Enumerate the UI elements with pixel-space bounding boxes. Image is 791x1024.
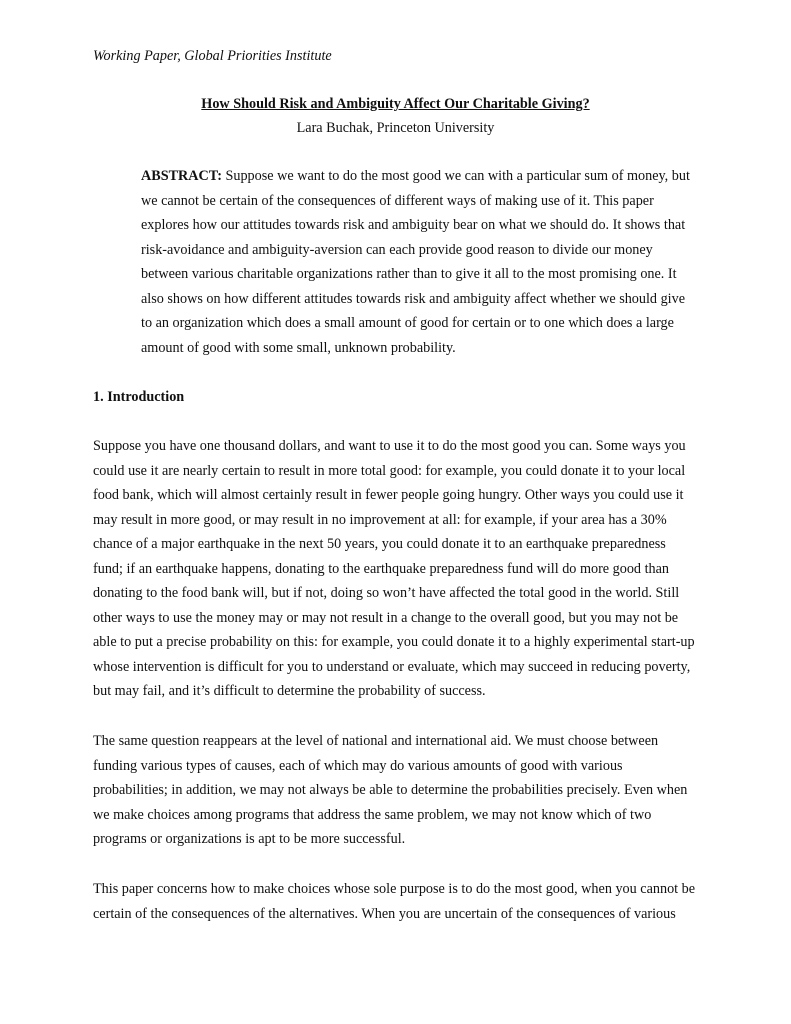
- paragraph-line: food bank, which will almost certainly result in fewer people going hungry. Other ways you could use it: [93, 487, 684, 503]
- paragraph-line: chance of a major earthquake in the next 50 years, you could donate it to an earthquake preparedness: [93, 536, 666, 552]
- running-header: Working Paper, Global Priorities Institute: [93, 48, 332, 64]
- paragraph-line: we make choices among programs that address the same problem, we may not know which of two: [93, 806, 652, 823]
- abstract-line: also shows on how different attitudes towards risk and ambiguity affect whether we should give: [141, 290, 686, 307]
- paragraph-line: donating to the food bank will, but if not, doing so won’t have affected the total good in the world. Still: [93, 585, 680, 601]
- paragraph-line: able to put a precise probability on this: for example, you could donate it to a highly experimental start-up: [93, 634, 695, 650]
- abstract-line: to an organization which does a small amount of good for certain or to one which does a large: [141, 315, 674, 331]
- paragraph-line: may result in more good, or may result in no improvement at all: for example, if your area has a 30%: [93, 511, 667, 528]
- paper-author: Lara Buchak, Princeton University: [296, 120, 495, 136]
- abstract-line: between various charitable organizations rather than to give it all to the most promising one. It: [141, 266, 677, 282]
- paragraph-line: whose intervention is difficult for you to understand or evaluate, which may succeed in reducing poverty,: [93, 658, 691, 675]
- body-paragraph: [93, 434, 713, 704]
- paragraph-line: certain of the consequences of the alternatives. When you are uncertain of the consequences of various: [93, 905, 676, 922]
- body-paragraph: [93, 729, 713, 852]
- abstract-label: ABSTRACT:: [141, 168, 222, 184]
- paragraph-line: Suppose you have one thousand dollars, and want to use it to do the most good you can. Some ways you: [93, 438, 686, 454]
- paragraph-line: The same question reappears at the level of national and international aid. We must choose between: [93, 733, 659, 749]
- paragraph-line: This paper concerns how to make choices whose sole purpose is to do the most good, when you cannot be: [93, 881, 696, 897]
- abstract-line: we cannot be certain of the consequences of different ways of making use of it. This paper: [141, 192, 654, 209]
- paper-title: How Should Risk and Ambiguity Affect Our Charitable Giving?: [201, 96, 590, 112]
- paragraph-line: programs or organizations is apt to be more successful.: [93, 831, 406, 847]
- abstract-line-text: Suppose we want to do the most good we can with a particular sum of money, but: [221, 168, 690, 184]
- body-paragraph: [93, 877, 713, 926]
- abstract-line: [141, 164, 701, 189]
- paragraph-line: probabilities; in addition, we may not always be able to determine the probabilities precisely. Even when: [93, 782, 688, 798]
- abstract-line: explores how our attitudes towards risk and ambiguity bear on what we should do. It shows that: [141, 217, 686, 233]
- abstract: [141, 164, 701, 360]
- paragraph-line: fund; if an earthquake happens, donating to the earthquake preparedness fund will do more good than: [93, 560, 669, 577]
- abstract-line: risk-avoidance and ambiguity-aversion can each provide good reason to divide our money: [141, 241, 653, 258]
- paragraph-line: could use it are nearly certain to result in more total good: for example, you could donate it to your local: [93, 462, 686, 479]
- paragraph-line: other ways to use the money may or may not result in a change to the overall good, but you may not be: [93, 609, 679, 626]
- paragraph-line: but may fail, and it’s difficult to determine the probability of success.: [93, 683, 486, 699]
- section-heading: 1. Introduction: [93, 389, 185, 405]
- abstract-line: amount of good with some small, unknown probability.: [141, 339, 456, 356]
- paragraph-line: funding various types of causes, each of which may do various amounts of good with various: [93, 757, 623, 774]
